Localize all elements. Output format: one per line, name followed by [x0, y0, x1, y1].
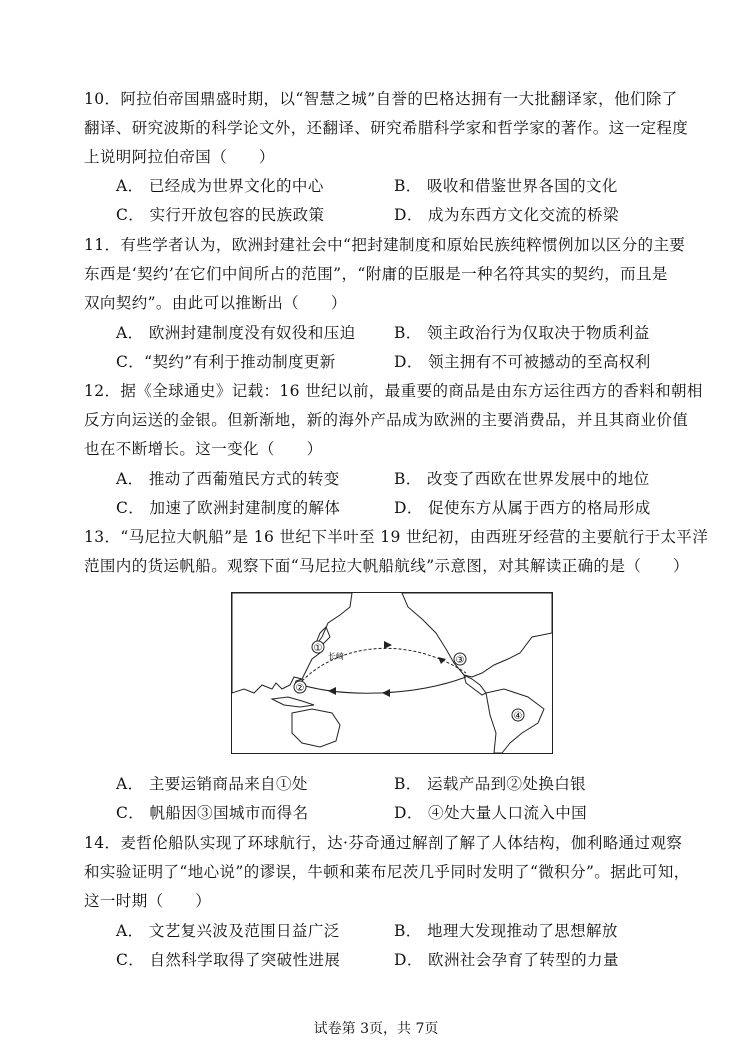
question-10-option-a: A． 已经成为世界文化的中心	[116, 177, 324, 195]
question-12-option-c: C． 加速了欧洲封建制度的解体	[116, 499, 341, 517]
question-13-option-d: D． ④处大量人口流入中国	[394, 804, 588, 822]
question-10-option-b: B． 吸收和借鉴世界各国的文化	[394, 177, 618, 195]
route-arrow-west-2	[328, 687, 336, 695]
question-13-option-b: B． 运载产品到②处换白银	[394, 775, 587, 793]
question-14-line-3: 这一时期（ ）	[84, 892, 212, 910]
route-arrow-west	[382, 689, 390, 697]
question-11-option-b: B． 领主政治行为仅取决于物质利益	[394, 324, 650, 342]
page-footer: 试卷第 3页，共 7页	[313, 1021, 439, 1037]
australia-landmass	[292, 709, 340, 747]
question-13-line-2: 范围内的货运帆船。观察下面“马尼拉大帆船航线”示意图，对其解读正确的是（ ）	[84, 557, 689, 575]
question-13-line-1: 13．“马尼拉大帆船”是 16 世纪下半叶至 19 世纪初，由西班牙经营的主要航行于太平洋	[84, 528, 709, 546]
marker-3: ③	[455, 655, 465, 666]
question-11-line-2: 东西是‘契约’在它们中间所占的范围”，“附庸的臣服是一种名符其实的契约，而且是	[84, 265, 668, 283]
galleon-route-eastbound	[302, 648, 466, 681]
question-11-option-d: D． 领主拥有不可被撼动的至高权利	[394, 353, 651, 371]
question-13-option-c: C． 帆船因③国城市而得名	[116, 804, 309, 822]
galleon-route-westbound	[302, 677, 466, 693]
question-11-option-a: A． 欧洲封建制度没有奴役和压迫	[116, 324, 356, 342]
marker-1: ①	[313, 643, 323, 654]
question-12-option-b: B． 改变了西欧在世界发展中的地位	[394, 470, 650, 488]
question-12-line-2: 反方向运送的金银。但新渐地，新的海外产品成为欧洲的主要消费品，并且其商业价值	[84, 411, 689, 429]
route-arrow-east-2	[438, 657, 446, 664]
question-10-option-d: D． 成为东西方文化交流的桥梁	[394, 206, 619, 224]
place-label-nagasaki: 长崎	[328, 652, 344, 661]
question-10-line-1: 10．阿拉伯帝国鼎盛时期，以“智慧之城”自誉的巴格达拥有一大批翻译家，他们除了	[84, 90, 678, 108]
question-14-option-a: A． 文艺复兴波及范围日益广泛	[116, 922, 340, 940]
question-12-option-d: D． 促使东方从属于西方的格局形成	[394, 499, 651, 517]
question-12-line-1: 12．据《全球通史》记载：16 世纪以前，最重要的商品是由东方运往西方的香料和朝相	[84, 382, 703, 400]
map-drawing	[232, 593, 552, 753]
question-10-line-3: 上说明阿拉伯帝国（ ）	[84, 148, 275, 166]
manila-galleon-route-map	[231, 592, 553, 754]
question-14-line-1: 14．麦哲伦船队实现了环球航行，达·芬奇通过解剖了解了人体结构，伽利略通过观察	[84, 834, 683, 852]
question-14-line-2: 和实验证明了“地心说”的谬误，牛顿和莱布尼茨几乎同时发明了“微积分”。据此可知，	[84, 863, 690, 881]
route-arrow-east	[384, 641, 392, 649]
question-14-option-c: C． 自然科学取得了突破性进展	[116, 951, 341, 969]
question-12-line-3: 也在不断增长。这一变化（ ）	[84, 440, 323, 458]
indonesia-landmass	[272, 697, 314, 707]
north-america-landmass	[402, 593, 552, 677]
question-10-line-2: 翻译、研究波斯的科学论文外，还翻译、研究希腊科学家和哲学家的著作。这一定程度	[84, 119, 689, 137]
question-11-line-3: 双向契约”。由此可以推断出（ ）	[84, 294, 347, 312]
marker-2: ②	[295, 683, 305, 694]
question-11-option-c: C．“契约”有利于推动制度更新	[116, 353, 336, 371]
marker-4: ④	[513, 711, 523, 722]
question-14-option-b: B． 地理大发现推动了思想解放	[394, 922, 618, 940]
question-14-option-d: D． 欧洲社会孕育了转型的力量	[394, 951, 619, 969]
asia-landmass	[232, 593, 352, 693]
question-13-option-a: A． 主要运销商品来自①处	[116, 775, 308, 793]
question-12-option-a: A． 推动了西葡殖民方式的转变	[116, 470, 340, 488]
question-11-line-1: 11．有些学者认为，欧洲封建社会中“把封建制度和原始民族纯粹惯例加以区分的主要	[84, 236, 686, 254]
central-america-landmass	[464, 675, 486, 695]
question-10-option-c: C． 实行开放包容的民族政策	[116, 206, 325, 224]
